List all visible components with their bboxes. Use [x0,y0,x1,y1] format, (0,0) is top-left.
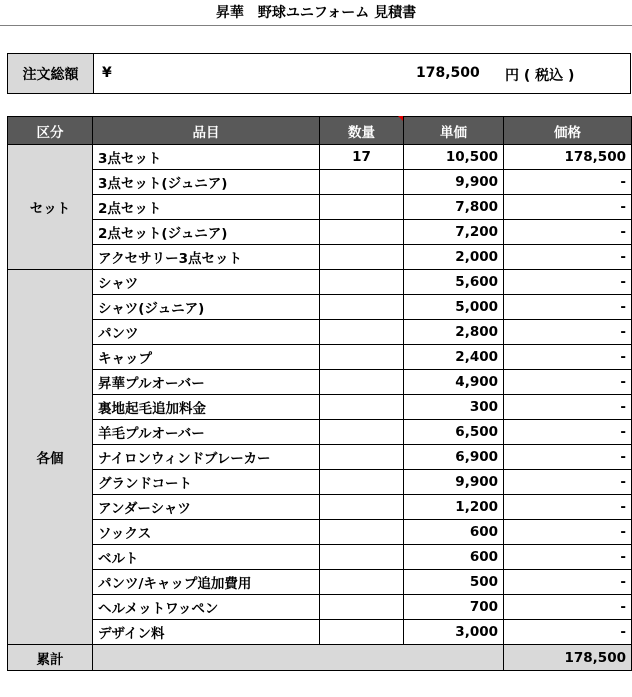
unit-price-cell: 3,000 [404,620,504,645]
price-cell: - [504,395,632,420]
summary-total: 178,500 [504,645,632,671]
price-cell: - [504,295,632,320]
price-cell: - [504,495,632,520]
item-name-cell: ソックス [93,520,320,545]
unit-price-cell: 6,500 [404,420,504,445]
price-cell: - [504,345,632,370]
header-price: 価格 [504,117,632,145]
order-total-label: 注文総額 [8,54,94,93]
unit-price-cell: 5,600 [404,270,504,295]
price-cell: 178,500 [504,145,632,170]
table-row [8,620,632,645]
table-row [8,345,632,370]
item-name-cell: ナイロンウィンドブレーカー [93,445,320,470]
table-row [8,320,632,345]
unit-price-cell: 6,900 [404,445,504,470]
item-name-cell: キャップ [93,345,320,370]
price-cell: - [504,470,632,495]
unit-price-cell: 2,000 [404,245,504,270]
unit-price-cell: 4,900 [404,370,504,395]
price-cell: - [504,620,632,645]
qty-cell [320,270,404,295]
qty-cell: 17 [320,145,404,170]
category-cell: 各個 [8,270,93,645]
unit-price-cell: 2,400 [404,345,504,370]
qty-cell [320,295,404,320]
item-name-cell: アクセサリー3点セット [93,245,320,270]
summary-row [8,645,632,671]
order-total-amount: 178,500 [416,65,480,81]
item-name-cell: 裏地起毛追加料金 [93,395,320,420]
unit-price-cell: 600 [404,545,504,570]
table-row [8,220,632,245]
qty-cell [320,620,404,645]
unit-price-cell: 9,900 [404,470,504,495]
table-row [8,245,632,270]
qty-cell [320,420,404,445]
table-row [8,370,632,395]
item-name-cell: シャツ [93,270,320,295]
summary-label: 累計 [8,645,93,671]
price-cell: - [504,220,632,245]
table-row [8,595,632,620]
price-cell: - [504,595,632,620]
estimate-table [7,116,632,671]
order-total-box [7,53,631,94]
header-qty: 数量 [320,117,404,145]
price-cell: - [504,545,632,570]
qty-cell [320,570,404,595]
header-unit-price: 単価 [404,117,504,145]
table-row [8,420,632,445]
unit-price-cell: 10,500 [404,145,504,170]
unit-price-cell: 5,000 [404,295,504,320]
price-cell: - [504,370,632,395]
item-name-cell: パンツ/キャップ追加費用 [93,570,320,595]
table-row [8,395,632,420]
price-cell: - [504,420,632,445]
table-header-row [8,117,632,145]
price-cell: - [504,270,632,295]
unit-price-cell: 300 [404,395,504,420]
item-name-cell: グランドコート [93,470,320,495]
qty-cell [320,170,404,195]
qty-cell [320,320,404,345]
qty-cell [320,470,404,495]
item-name-cell: 3点セット(ジュニア) [93,170,320,195]
item-name-cell: ヘルメットワッペン [93,595,320,620]
unit-price-cell: 600 [404,520,504,545]
table-row [8,570,632,595]
price-cell: - [504,520,632,545]
comment-indicator-icon [398,116,403,121]
unit-price-cell: 7,200 [404,220,504,245]
item-name-cell: デザイン料 [93,620,320,645]
qty-cell [320,595,404,620]
qty-cell [320,520,404,545]
table-row [8,270,632,295]
unit-price-cell: 700 [404,595,504,620]
qty-cell [320,220,404,245]
unit-price-cell: 7,800 [404,195,504,220]
price-cell: - [504,195,632,220]
table-row [8,195,632,220]
qty-cell [320,495,404,520]
document-title: 昇華 野球ユニフォーム 見積書 [0,0,632,26]
summary-blank-cell [93,645,504,671]
table-row [8,445,632,470]
price-cell: - [504,320,632,345]
price-cell: - [504,170,632,195]
table-row [8,170,632,195]
qty-cell [320,245,404,270]
item-name-cell: シャツ(ジュニア) [93,295,320,320]
unit-price-cell: 9,900 [404,170,504,195]
qty-cell [320,545,404,570]
table-row [8,470,632,495]
unit-price-cell: 1,200 [404,495,504,520]
table-row [8,295,632,320]
price-cell: - [504,445,632,470]
qty-cell [320,445,404,470]
qty-cell [320,370,404,395]
yen-symbol: ¥ [102,65,112,81]
item-name-cell: ベルト [93,545,320,570]
unit-price-cell: 2,800 [404,320,504,345]
item-name-cell: 羊毛プルオーバー [93,420,320,445]
header-category: 区分 [8,117,93,145]
order-total-value-cell [94,54,630,93]
item-name-cell: 昇華プルオーバー [93,370,320,395]
order-total-unit: 円 ( 税込 ) [505,68,575,84]
header-item: 品目 [93,117,320,145]
table-body [8,145,632,671]
item-name-cell: アンダーシャツ [93,495,320,520]
table-row [8,145,632,170]
qty-cell [320,395,404,420]
price-cell: - [504,570,632,595]
item-name-cell: 2点セット(ジュニア) [93,220,320,245]
price-cell: - [504,245,632,270]
table-row [8,545,632,570]
category-cell: セット [8,145,93,270]
qty-cell [320,345,404,370]
unit-price-cell: 500 [404,570,504,595]
qty-cell [320,195,404,220]
item-name-cell: 3点セット [93,145,320,170]
table-row [8,520,632,545]
item-name-cell: 2点セット [93,195,320,220]
table-row [8,495,632,520]
item-name-cell: パンツ [93,320,320,345]
